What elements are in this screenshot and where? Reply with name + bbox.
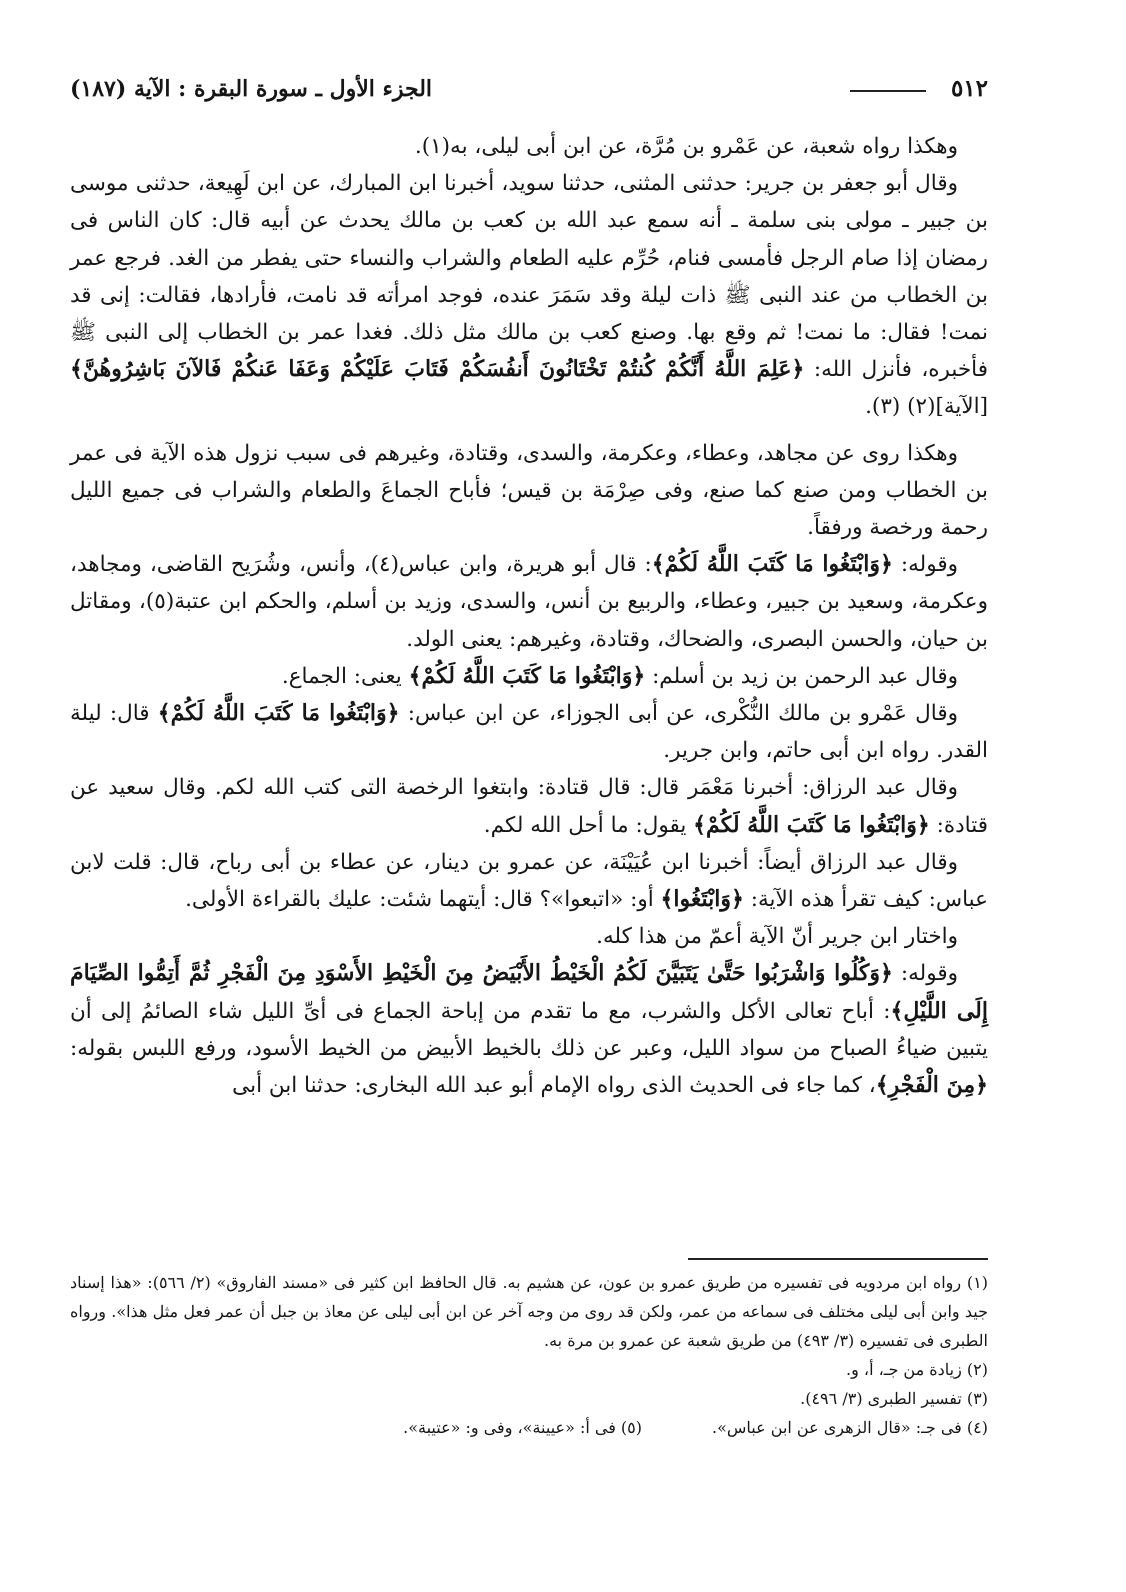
text-run: وقال عبد الرزاق أيضاً: أخبرنا ابن عُيَيْنَة، عن عمرو بن دينار، عن عطاء بن أبى رباح، قال: قلت لابن عباس: كيف تقرأ هذه الآية: — [70, 849, 988, 913]
text-run: وقوله: — [892, 552, 958, 578]
text-run: وهكذا رواه شعبة، عن عَمْرو بن مُرَّة، عن ابن أبى ليلى، به(١). — [414, 134, 958, 159]
text-run: وقال عبد الرحمن بن زيد بن أسلم: — [645, 663, 958, 689]
paragraph-6 — [70, 695, 988, 769]
book-page — [70, 72, 988, 1512]
text-run: وقال أبو جعفر بن جرير: حدثنى المثنى، حدثنا سويد، أخبرنا ابن المبارك، عن ابن لَهِيعة، حدثنى موسى بن جبير ـ مولى بنى سلمة ـ أنه سمع عبد الله بن كعب بن مالك يحدث عن أبيه قال: كان الناس فى رمضان إذا صام الرجل فأمسى فنام، حُرِّم عليه الطعام والشراب والنساء حتى يفطر من الغد. فرجع عمر بن الخطاب من عند النبى ﷺ ذات ليلة وقد سَمَرَ عنده، فوجد امرأته قد نامت، فأرادها، فقالت: إنى قد نمت! فقال: ما نمت! ثم وقع بها. وصنع كعب بن مالك مثل ذلك. فغدا عمر بن الخطاب إلى النبى ﷺ فأخبره، فأنزل الله: — [70, 171, 988, 383]
footnote-5: (٥) فى أ: «عيينة»، وفى و: «عتيبة». — [403, 1418, 643, 1437]
footnote-divider — [688, 1258, 988, 1260]
quran-verse: ﴿وَابْتَغُوا مَا كَتَبَ اللَّهُ لَكُمْ﴾ — [408, 662, 646, 689]
quran-verse: ﴿وَابْتَغُوا مَا كَتَبَ اللَّهُ لَكُمْ﴾ — [693, 811, 930, 838]
paragraph-2 — [70, 165, 988, 425]
footnote-row — [70, 1413, 988, 1442]
paragraph-8 — [70, 844, 988, 918]
text-run: وقال عبد الرزاق: أخبرنا مَعْمَر قال: قال قتادة: وابتغوا الرخصة التى كتب الله لكم. وقال سعيد عن قتادة: — [70, 775, 988, 838]
quran-verse: ﴿وَابْتَغُوا مَا كَتَبَ اللَّهُ لَكُمْ﴾ — [651, 551, 893, 578]
main-text — [70, 128, 988, 1104]
quran-verse: ﴿وَابْتَغُوا﴾ — [660, 886, 744, 913]
page-number: ٥١٢ — [950, 75, 988, 102]
quran-verse: ﴿وَابْتَغُوا مَا كَتَبَ اللَّهُ لَكُمْ﴾ — [157, 700, 400, 727]
footnote-4: (٤) فى جـ: «قال الزهرى عن ابن عباس». — [712, 1418, 988, 1437]
text-run: أو: «اتبعوا»؟ قال: أيتهما شئت: عليك بالقراءة الأولى. — [185, 887, 661, 913]
paragraph-3 — [70, 435, 988, 547]
running-title: الجزء الأول ـ سورة البقرة : الآية (١٨٧) — [70, 76, 433, 102]
paragraph-4 — [70, 546, 988, 658]
text-run: : أباح تعالى الأكل والشرب، مع ما تقدم من إباحة الجماع فى أىِّ الليل شاء الصائمُ إلى أن يتبين ضياءُ الصباح من سواد الليل، وعبر عن ذلك بالخيط الأبيض من الخيط الأسود، ورفع اللبس بقوله: — [70, 998, 988, 1061]
text-run: وقال عَمْرو بن مالك النُّكْرى، عن أبى الجوزاء، عن ابن عباس: — [399, 701, 958, 727]
text-run: ، كما جاء فى الحديث الذى رواه الإمام أبو عبد الله البخارى: حدثنا ابن أبى — [232, 1073, 876, 1099]
text-run: واختار ابن جرير أنّ الآية أعمّ من هذا كله. — [596, 924, 958, 950]
footnote-2: (٢) زيادة من جـ، أ، و. — [846, 1360, 988, 1379]
quran-verse: ﴿عَلِمَ اللَّهُ أَنَّكُمْ كُنتُمْ تَخْتَانُونَ أَنفُسَكُمْ فَتَابَ عَلَيْكُمْ وَعَفَا عَنكُمْ فَالآنَ بَاشِرُوهُنَّ﴾ — [70, 356, 805, 383]
footnote-1: (١) رواه ابن مردويه فى تفسيره من طريق عمرو بن عون، عن هشيم به. قال الحافظ ابن كثير فى «مسند الفاروق» (٢/ ٥٦٦): «هذا إسناد جيد وابن أبى ليلى مختلف فى سماعه من عمر، ولكن قد روى من وجه آخر عن ابن أبى ليلى عن معاذ بن جبل أن عمر فعل مثل هذا». ورواه الطبرى فى تفسيره (٣/ ٤٩٣) من طريق شعبة عن عمرو بن مرة به. — [70, 1273, 988, 1350]
text-run: : قال أبو هريرة، وابن عباس(٤)، وأنس، وشُرَيح القاضى، ومجاهد، وعكرمة، وسعيد بن جبير، وعطاء، والربيع بن أنس، والسدى، وزيد بن أسلم، والحكم ابن عتبة(٥)، ومقاتل بن حيان، والحسن البصرى، والضحاك، وقتادة، وغيرهم: يعنى الولد. — [70, 552, 988, 652]
paragraph-10 — [70, 955, 988, 1104]
header-rule — [850, 90, 926, 92]
paragraph-9 — [70, 918, 988, 955]
text-run: يعنى: الجماع. — [281, 663, 409, 689]
running-header — [70, 72, 988, 108]
quran-verse: ﴿وَكُلُوا وَاشْرَبُوا حَتَّىٰ يَتَبَيَّنَ لَكُمُ الْخَيْطُ الأَبْيَضُ مِنَ الْخَيْطِ الأَسْوَدِ مِنَ الْفَجْرِ ثُمَّ أَتِمُّوا الصِّيَامَ إِلَى اللَّيْلِ﴾ — [70, 960, 988, 1024]
text-run: وهكذا روى عن مجاهد، وعطاء، وعكرمة، والسدى، وقتادة، وغيرهم فى سبب نزول هذه الآية فى عمر بن الخطاب ومن صنع كما صنع، وفى صِرْمَة بن قيس؛ فأباح الجماعَ والطعام والشراب فى جميع الليل رحمة ورخصة ورفقاً. — [70, 440, 988, 541]
text-run: قال: ليلة القدر. رواه ابن أبى حاتم، وابن جرير. — [70, 701, 988, 764]
quran-verse: ﴿مِنَ الْفَجْرِ﴾ — [875, 1072, 988, 1099]
paragraph-5 — [70, 658, 988, 695]
text-run: يقول: ما أحل الله لكم. — [483, 812, 694, 838]
text-run: [الآية](٢) (٣). — [865, 394, 988, 420]
paragraph-1 — [70, 128, 988, 165]
footnotes — [70, 1268, 988, 1442]
paragraph-7 — [70, 769, 988, 843]
text-run: وقوله: — [892, 961, 958, 987]
footnote-3: (٣) تفسير الطبرى (٣/ ٤٩٦). — [800, 1389, 988, 1408]
